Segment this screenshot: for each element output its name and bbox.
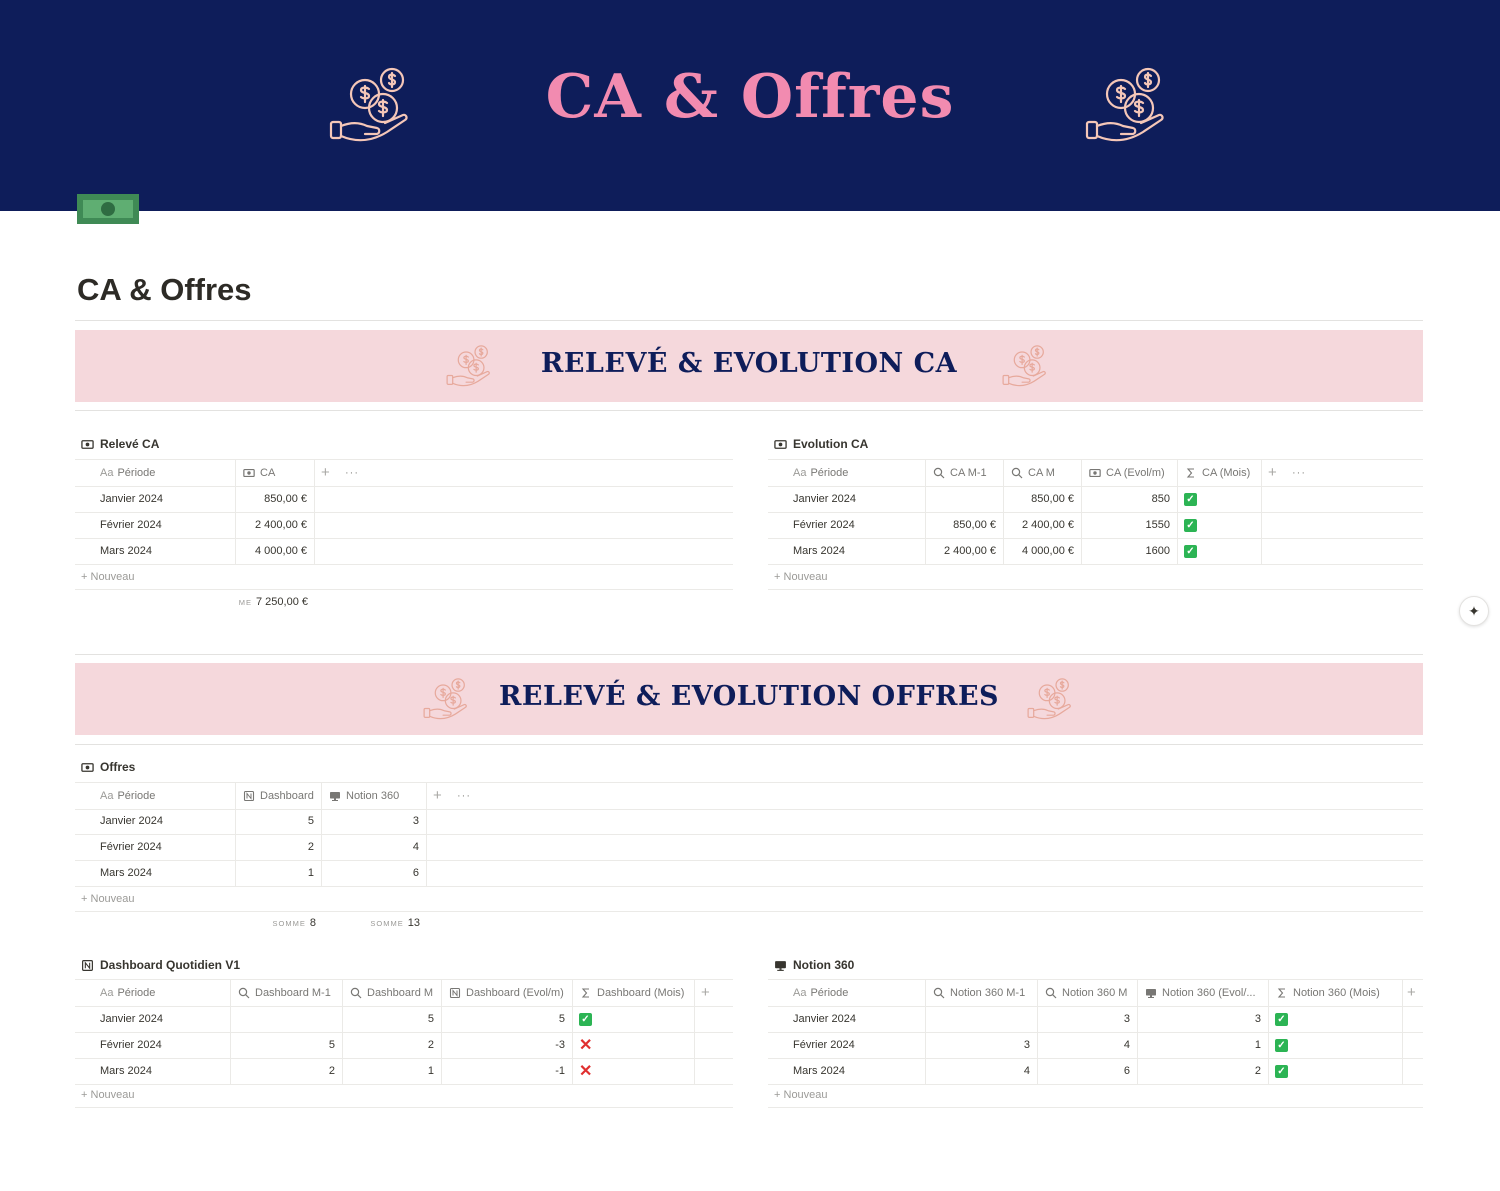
column-header-notion-evol[interactable] — [1138, 980, 1269, 1006]
search-icon — [1011, 467, 1023, 479]
table-row[interactable] — [75, 1032, 733, 1059]
table-row[interactable] — [768, 1006, 1423, 1033]
money-bill-icon — [81, 761, 94, 774]
table-row[interactable] — [75, 486, 733, 513]
divider — [75, 654, 1423, 655]
more-button[interactable] — [1292, 460, 1312, 486]
column-label: Notion 360 (Mois) — [1293, 987, 1380, 999]
ai-assistant-button[interactable] — [1459, 596, 1489, 626]
table-header — [75, 979, 733, 1007]
divider — [75, 744, 1423, 745]
column-header-ca-m1[interactable] — [926, 460, 1004, 486]
check-icon: ✓ — [1184, 545, 1197, 558]
column-header-dashboard-evol[interactable] — [442, 980, 573, 1006]
table-row[interactable] — [768, 512, 1423, 539]
banner-ca — [75, 330, 1423, 402]
cell-periode[interactable]: Mars 2024 — [768, 1058, 926, 1084]
column-label: Dashboard — [260, 790, 314, 802]
check-icon: ✓ — [579, 1013, 592, 1026]
column-label: Période — [117, 467, 156, 479]
cell-ca-evol[interactable]: 850 — [1082, 486, 1178, 512]
cell-dashboard-evol[interactable]: -1 — [442, 1058, 573, 1084]
title-prefix: Aa — [100, 467, 114, 479]
title-prefix: Aa — [100, 987, 114, 999]
cell-notion-evol[interactable]: 1 — [1138, 1032, 1269, 1058]
banner-offres — [75, 663, 1423, 735]
add-label: + — [81, 1089, 88, 1101]
table-row[interactable] — [75, 538, 733, 565]
column-header-ca-mois[interactable] — [1178, 460, 1262, 486]
column-header-notion-m[interactable] — [1038, 980, 1138, 1006]
page-title: CA & Offres — [77, 272, 252, 307]
new-row-button[interactable] — [75, 886, 1423, 912]
more-label: ··· — [345, 467, 359, 479]
cell-ca-m1[interactable]: 850,00 € — [926, 512, 1004, 538]
cover-title: CA & Offres — [545, 62, 955, 132]
table-row[interactable] — [768, 1058, 1423, 1085]
database-title[interactable] — [81, 955, 240, 975]
column-header-periode[interactable] — [768, 460, 926, 486]
new-label: Nouveau — [90, 1089, 135, 1101]
column-header-periode[interactable] — [75, 460, 236, 486]
money-bill-icon — [243, 467, 255, 479]
table-row[interactable] — [75, 834, 1423, 861]
add-label: + — [774, 571, 781, 583]
cell-dashboard-evol[interactable]: -3 — [442, 1032, 573, 1058]
cell-dashboard-m[interactable]: 1 — [343, 1058, 442, 1084]
column-header-periode[interactable] — [75, 980, 231, 1006]
add-column-button[interactable] — [701, 980, 721, 1006]
divider — [75, 410, 1423, 411]
table-row[interactable] — [75, 1006, 733, 1033]
column-label: Période — [810, 987, 849, 999]
monitor-icon — [329, 790, 341, 802]
aggregate-value: 7 250,00 € — [256, 596, 308, 608]
more-label: ··· — [457, 790, 471, 802]
column-label: Dashboard (Evol/m) — [466, 987, 564, 999]
database-title[interactable] — [81, 434, 159, 454]
add-column-button[interactable] — [1268, 460, 1288, 486]
cell-periode[interactable]: Février 2024 — [768, 512, 926, 538]
table-header — [75, 782, 1423, 810]
column-label: Notion 360 M — [1062, 987, 1128, 999]
cell-dashboard[interactable]: 1 — [236, 860, 322, 886]
cell-notion-evol[interactable]: 3 — [1138, 1006, 1269, 1032]
monitor-icon — [774, 959, 787, 972]
check-icon: ✓ — [1184, 493, 1197, 506]
table-row[interactable] — [75, 808, 1423, 835]
more-label: ··· — [1292, 467, 1306, 479]
column-header-notion-360[interactable] — [322, 783, 427, 809]
add-label: + — [774, 1089, 781, 1101]
cell-dashboard-m1[interactable] — [231, 1006, 343, 1032]
money-bill-icon[interactable] — [77, 192, 139, 226]
cell-periode[interactable]: Février 2024 — [75, 1032, 231, 1058]
search-icon — [238, 987, 250, 999]
cell-notion-360[interactable]: 4 — [322, 834, 427, 860]
cell-periode[interactable]: Février 2024 — [75, 512, 236, 538]
column-label: Notion 360 (Evol/... — [1162, 987, 1256, 999]
cell-ca-m1[interactable] — [926, 486, 1004, 512]
cell-notion-360[interactable]: 3 — [322, 808, 427, 834]
cell-dashboard[interactable]: 5 — [236, 808, 322, 834]
table-header — [768, 459, 1423, 487]
aggregate-dashboard[interactable] — [236, 917, 316, 929]
cell-periode[interactable]: Janvier 2024 — [75, 486, 236, 512]
money-bill-icon — [1089, 467, 1101, 479]
table-row[interactable] — [75, 512, 733, 539]
cell-periode[interactable]: Mars 2024 — [75, 538, 236, 564]
notion-icon — [449, 987, 461, 999]
cell-periode[interactable]: Mars 2024 — [768, 538, 926, 564]
aggregate-label: SOMME — [370, 919, 404, 928]
cell-periode[interactable]: Mars 2024 — [75, 1058, 231, 1084]
cell-notion-mois[interactable] — [1269, 1032, 1403, 1058]
column-header-dashboard-m1[interactable] — [231, 980, 343, 1006]
check-icon: ✓ — [1275, 1039, 1288, 1052]
column-header-periode[interactable] — [75, 783, 236, 809]
column-header-ca-m[interactable] — [1004, 460, 1082, 486]
cell-notion-m1[interactable]: 3 — [926, 1032, 1038, 1058]
new-row-button[interactable] — [768, 1082, 1423, 1108]
cell-ca-evol[interactable]: 1550 — [1082, 512, 1178, 538]
cover-banner — [0, 0, 1500, 211]
new-label: Nouveau — [783, 1089, 828, 1101]
money-hand-icon — [1027, 675, 1075, 723]
money-bill-icon — [81, 438, 94, 451]
check-icon: ✓ — [1275, 1065, 1288, 1078]
search-icon — [933, 467, 945, 479]
column-label: Dashboard M — [367, 987, 434, 999]
cell-dashboard-mois[interactable] — [573, 1006, 695, 1032]
cell-notion-mois[interactable] — [1269, 1006, 1403, 1032]
column-label: Dashboard (Mois) — [597, 987, 685, 999]
column-label: CA (Evol/m) — [1106, 467, 1165, 479]
cell-ca-mois[interactable] — [1178, 538, 1262, 564]
new-label: Nouveau — [783, 571, 828, 583]
table-header — [75, 459, 733, 487]
database-title-label: Offres — [100, 760, 136, 774]
notion-icon — [81, 959, 94, 972]
search-icon — [350, 987, 362, 999]
aggregate-label: ME — [238, 598, 252, 607]
column-header-notion-mois[interactable] — [1269, 980, 1403, 1006]
cell-ca[interactable]: 4 000,00 € — [236, 538, 315, 564]
add-label: + — [701, 984, 710, 1001]
cross-icon: ✕ — [579, 1062, 593, 1080]
cell-periode[interactable]: Janvier 2024 — [768, 1006, 926, 1032]
cell-dashboard[interactable]: 2 — [236, 834, 322, 860]
cell-ca-m[interactable]: 2 400,00 € — [1004, 512, 1082, 538]
aggregate-value: 13 — [407, 917, 420, 929]
cell-notion-m[interactable]: 6 — [1038, 1058, 1138, 1084]
cell-notion-360[interactable]: 6 — [322, 860, 427, 886]
column-header-periode[interactable] — [768, 980, 926, 1006]
cell-periode[interactable]: Février 2024 — [768, 1032, 926, 1058]
database-title-label: Relevé CA — [100, 437, 160, 451]
search-icon — [933, 987, 945, 999]
cell-dashboard-m[interactable]: 2 — [343, 1032, 442, 1058]
cell-dashboard-mois[interactable] — [573, 1058, 695, 1084]
cell-notion-m[interactable]: 3 — [1038, 1006, 1138, 1032]
cell-periode[interactable]: Janvier 2024 — [75, 808, 236, 834]
table-row[interactable] — [75, 1058, 733, 1085]
cell-dashboard-m1[interactable]: 5 — [231, 1032, 343, 1058]
sigma-icon — [580, 987, 592, 999]
add-column-button[interactable] — [433, 783, 453, 809]
title-prefix: Aa — [793, 987, 807, 999]
cell-dashboard-m[interactable]: 5 — [343, 1006, 442, 1032]
add-label: + — [81, 893, 88, 905]
cell-ca-m[interactable]: 4 000,00 € — [1004, 538, 1082, 564]
aggregate-label: SOMME — [272, 919, 306, 928]
database-title[interactable] — [774, 955, 854, 975]
cross-icon: ✕ — [579, 1036, 593, 1054]
add-label: + — [1407, 984, 1416, 1001]
column-label: Notion 360 M-1 — [950, 987, 1026, 999]
cell-dashboard-m1[interactable]: 2 — [231, 1058, 343, 1084]
new-row-button[interactable] — [75, 564, 733, 590]
banner-offres-title: RELEVÉ & EVOLUTION OFFRES — [498, 681, 1000, 712]
column-header-dashboard[interactable] — [236, 783, 322, 809]
add-label: + — [433, 787, 442, 804]
table-header — [768, 979, 1423, 1007]
table-row[interactable] — [768, 538, 1423, 565]
cell-notion-mois[interactable] — [1269, 1058, 1403, 1084]
cell-ca-m1[interactable]: 2 400,00 € — [926, 538, 1004, 564]
check-icon: ✓ — [1184, 519, 1197, 532]
more-button[interactable] — [345, 460, 365, 486]
money-hand-icon — [1002, 342, 1050, 390]
cell-ca-evol[interactable]: 1600 — [1082, 538, 1178, 564]
column-header-notion-m1[interactable] — [926, 980, 1038, 1006]
money-hand-icon — [1085, 62, 1171, 148]
divider — [75, 320, 1423, 321]
column-label: CA M — [1028, 467, 1055, 479]
cell-periode[interactable]: Janvier 2024 — [75, 1006, 231, 1032]
new-row-button[interactable] — [75, 1082, 733, 1108]
database-title-label: Evolution CA — [793, 437, 869, 451]
cell-ca-mois[interactable] — [1178, 512, 1262, 538]
column-label: Période — [117, 987, 156, 999]
aggregate-ca[interactable] — [236, 596, 308, 608]
title-prefix: Aa — [100, 790, 114, 802]
table-row[interactable] — [768, 1032, 1423, 1059]
cell-notion-m[interactable]: 4 — [1038, 1032, 1138, 1058]
search-icon — [1045, 987, 1057, 999]
database-title-label: Dashboard Quotidien V1 — [100, 958, 241, 972]
notion-icon — [243, 790, 255, 802]
add-label: + — [1268, 464, 1277, 481]
cell-notion-evol[interactable]: 2 — [1138, 1058, 1269, 1084]
cell-notion-m1[interactable] — [926, 1006, 1038, 1032]
sigma-icon — [1276, 987, 1288, 999]
column-label: Notion 360 — [346, 790, 400, 802]
money-hand-icon — [329, 62, 415, 148]
new-label: Nouveau — [90, 571, 135, 583]
cell-dashboard-mois[interactable] — [573, 1032, 695, 1058]
column-label: CA — [260, 467, 276, 479]
column-header-ca-evol[interactable] — [1082, 460, 1178, 486]
column-header-dashboard-m[interactable] — [343, 980, 442, 1006]
column-label: CA M-1 — [950, 467, 987, 479]
cell-notion-m1[interactable]: 4 — [926, 1058, 1038, 1084]
new-label: Nouveau — [90, 893, 135, 905]
column-label: CA (Mois) — [1202, 467, 1251, 479]
cell-ca-m[interactable]: 850,00 € — [1004, 486, 1082, 512]
sigma-icon — [1185, 467, 1197, 479]
cell-periode[interactable]: Mars 2024 — [75, 860, 236, 886]
aggregate-notion-360[interactable] — [322, 917, 420, 929]
cell-periode[interactable]: Janvier 2024 — [768, 486, 926, 512]
column-header-ca[interactable] — [236, 460, 315, 486]
cell-dashboard-evol[interactable]: 5 — [442, 1006, 573, 1032]
cell-periode[interactable]: Février 2024 — [75, 834, 236, 860]
add-column-button[interactable] — [1407, 980, 1423, 1006]
money-bill-icon — [774, 438, 787, 451]
database-title[interactable] — [774, 434, 868, 454]
sparkle-icon: ✦ — [1468, 602, 1480, 619]
banner-ca-title: RELEVÉ & EVOLUTION CA — [540, 348, 958, 379]
column-label: Dashboard M-1 — [255, 987, 331, 999]
new-row-button[interactable] — [768, 564, 1423, 590]
table-row[interactable] — [75, 860, 1423, 887]
title-prefix: Aa — [793, 467, 807, 479]
column-header-dashboard-mois[interactable] — [573, 980, 695, 1006]
column-label: Période — [117, 790, 156, 802]
database-title-label: Notion 360 — [793, 958, 855, 972]
cell-ca[interactable]: 850,00 € — [236, 486, 315, 512]
more-button[interactable] — [457, 783, 477, 809]
cell-ca-mois[interactable] — [1178, 486, 1262, 512]
add-label: + — [321, 464, 330, 481]
column-label: Période — [810, 467, 849, 479]
cell-ca[interactable]: 2 400,00 € — [236, 512, 315, 538]
database-title[interactable] — [81, 757, 135, 777]
monitor-icon — [1145, 987, 1157, 999]
check-icon: ✓ — [1275, 1013, 1288, 1026]
table-row[interactable] — [768, 486, 1423, 513]
add-column-button[interactable] — [321, 460, 341, 486]
aggregate-value: 8 — [309, 917, 316, 929]
add-label: + — [81, 571, 88, 583]
